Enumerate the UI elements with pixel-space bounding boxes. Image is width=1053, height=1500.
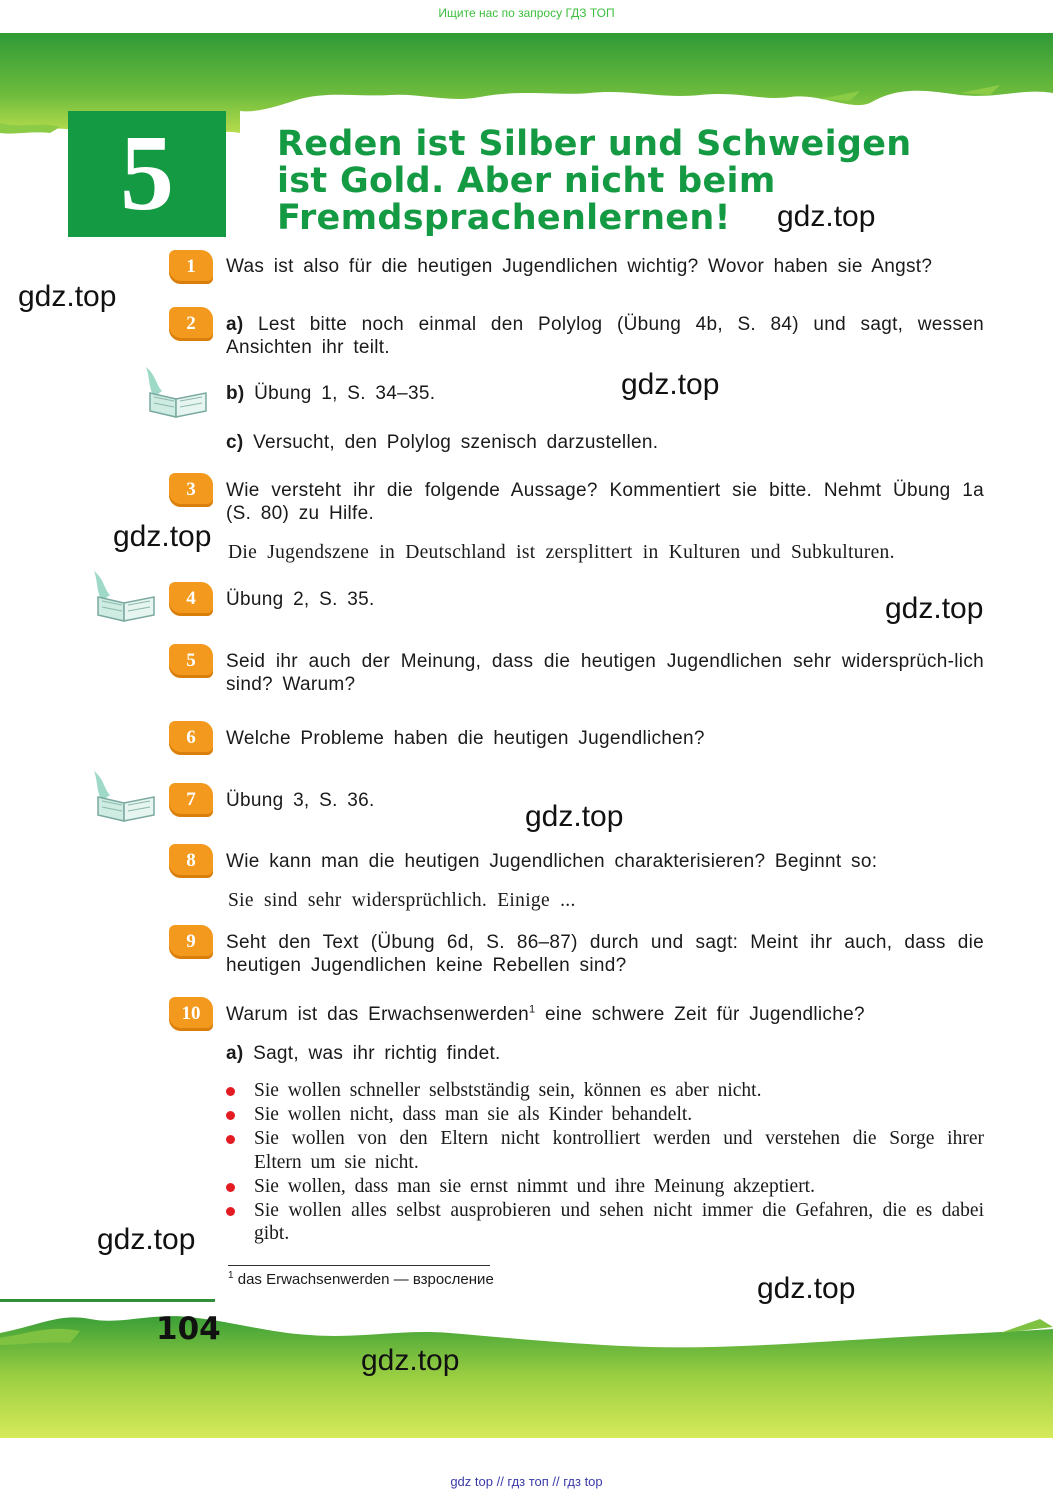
open-book-icon bbox=[88, 767, 162, 827]
exercise-2b bbox=[226, 382, 984, 405]
open-book-icon bbox=[140, 363, 214, 423]
exercise-number-9: 9 bbox=[169, 925, 213, 959]
open-book-icon bbox=[88, 567, 162, 627]
exercise-10a bbox=[226, 1042, 984, 1065]
bullet-icon bbox=[226, 1135, 235, 1144]
title-line-3: Fremdsprachenlernen! bbox=[277, 198, 731, 238]
footnote-text: das Erwachsenwerden — взросление bbox=[237, 1271, 494, 1288]
exercise-number-1: 1 bbox=[169, 250, 213, 284]
exercise-number-8: 8 bbox=[169, 844, 213, 878]
title-line-1: Reden ist Silber und Schweigen bbox=[277, 124, 912, 164]
exercise-10-text-before: Warum ist das Erwachsenwerden bbox=[226, 1004, 529, 1025]
exercise-4-text: Übung 2, S. 35. bbox=[226, 589, 375, 610]
watermark: gdz.top bbox=[113, 520, 212, 553]
watermark: gdz.top bbox=[621, 368, 720, 401]
exercise-8-text: Wie kann man die heutigen Jugendlichen charakterisieren? Beginnt so: bbox=[226, 851, 878, 872]
exercise-2c-label: c) bbox=[226, 432, 244, 453]
watermark: gdz.top bbox=[777, 200, 876, 233]
exercise-3-text: Wie versteht ihr die folgende Aussage? Kommentiert sie bitte. Nehmt Übung 1a (S. 80) zu Hilfe. bbox=[226, 480, 984, 524]
list-item: Sie wollen alles selbst ausprobieren und sehen nicht immer die Gefahren, die es dabei gibt. bbox=[226, 1199, 984, 1246]
footnote-ref[interactable]: 1 bbox=[529, 1003, 536, 1016]
watermark: gdz.top bbox=[525, 800, 624, 833]
watermark: gdz.top bbox=[757, 1272, 856, 1305]
bullet-icon bbox=[226, 1087, 235, 1096]
exercise-1-text: Was ist also für die heutigen Jugendlichen wichtig? Wovor haben sie Angst? bbox=[226, 256, 933, 277]
bullet-icon bbox=[226, 1111, 235, 1120]
exercise-8-starter: Sie sind sehr widersprüchlich. Einige ... bbox=[228, 890, 576, 911]
list-item: Sie wollen, dass man sie ernst nimmt und ihre Meinung akzeptiert. bbox=[226, 1175, 984, 1199]
exercise-number-3: 3 bbox=[169, 473, 213, 507]
exercise-2b-text: Übung 1, S. 34–35. bbox=[254, 383, 436, 404]
exercise-2b-label: b) bbox=[226, 383, 245, 404]
exercise-number-4: 4 bbox=[169, 582, 213, 616]
list-item: Sie wollen von den Eltern nicht kontrolliert werden und verstehen die Sorge ihrer Eltern um sie nicht. bbox=[226, 1127, 984, 1174]
exercise-number-2: 2 bbox=[169, 307, 213, 341]
top-banner[interactable]: Ищите нас по запросу ГДЗ ТОП bbox=[438, 6, 615, 20]
footnote-divider bbox=[228, 1265, 490, 1266]
page-number: 104 bbox=[156, 1311, 221, 1347]
exercise-10a-label: a) bbox=[226, 1043, 244, 1064]
exercise-2a-text: Lest bitte noch einmal den Polylog (Übung 4b, S. 84) und sagt, wessen Ansichten ihr teilt. bbox=[226, 314, 984, 358]
exercise-10-text-after: eine schwere Zeit für Jugendliche? bbox=[545, 1004, 865, 1025]
exercise-2a-label: a) bbox=[226, 314, 244, 335]
watermark: gdz.top bbox=[361, 1344, 460, 1377]
footnote bbox=[228, 1271, 494, 1288]
exercise-2c-text: Versucht, den Polylog szenisch darzustellen. bbox=[253, 432, 659, 453]
footnote-mark: 1 bbox=[228, 1270, 234, 1281]
exercise-2c bbox=[226, 431, 984, 454]
bullet-icon bbox=[226, 1183, 235, 1192]
textbook-page bbox=[0, 33, 1053, 1468]
watermark: gdz.top bbox=[18, 280, 117, 313]
watermark: gdz.top bbox=[97, 1223, 196, 1256]
exercise-9-text: Seht den Text (Übung 6d, S. 86–87) durch und sagt: Meint ihr auch, dass die heutigen Jugendlichen keine Rebellen sind? bbox=[226, 932, 984, 976]
exercise-10a-text: Sagt, was ihr richtig findet. bbox=[253, 1043, 501, 1064]
exercise-6-text: Welche Probleme haben die heutigen Jugendlichen? bbox=[226, 728, 705, 749]
list-item: Sie wollen schneller selbstständig sein, können es aber nicht. bbox=[226, 1079, 984, 1103]
exercise-number-10: 10 bbox=[169, 997, 213, 1031]
exercise-3-quote: Die Jugendszene in Deutschland ist zersplittert in Kulturen und Subkulturen. bbox=[228, 542, 895, 563]
page-number-rule bbox=[0, 1299, 215, 1302]
exercise-5-text: Seid ihr auch der Meinung, dass die heutigen Jugendlichen sehr widersprüch-lich sind? Warum? bbox=[226, 651, 984, 695]
bullet-icon bbox=[226, 1207, 235, 1216]
chapter-number: 5 bbox=[68, 111, 226, 237]
statement-list bbox=[226, 1079, 984, 1246]
list-item: Sie wollen nicht, dass man sie als Kinder behandelt. bbox=[226, 1103, 984, 1127]
footer-links[interactable]: gdz top // гдз топ // гдз top bbox=[450, 1474, 603, 1489]
exercise-number-5: 5 bbox=[169, 644, 213, 678]
exercise-number-6: 6 bbox=[169, 721, 213, 755]
exercise-10-text bbox=[226, 1003, 984, 1026]
exercise-2a bbox=[226, 313, 984, 359]
exercise-7-text: Übung 3, S. 36. bbox=[226, 790, 375, 811]
watermark: gdz.top bbox=[885, 592, 984, 625]
exercise-number-7: 7 bbox=[169, 783, 213, 817]
title-line-2: ist Gold. Aber nicht beim bbox=[277, 161, 776, 201]
